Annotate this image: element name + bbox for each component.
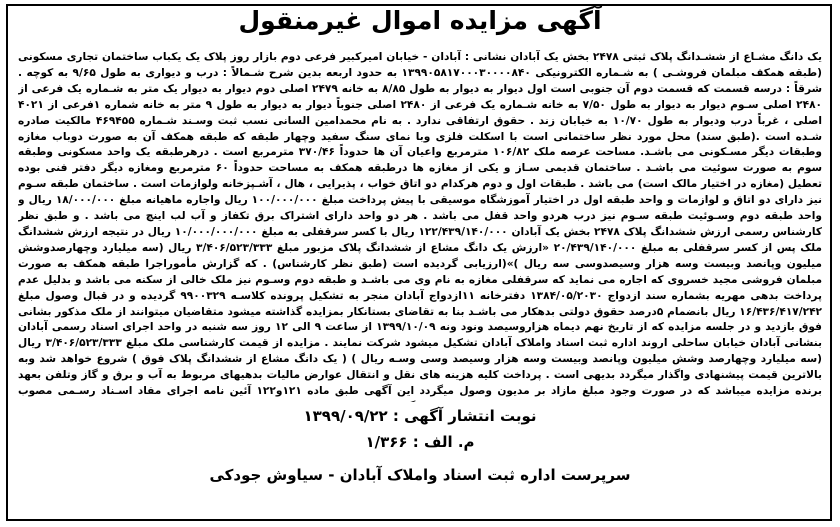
signature: سرپرست اداره ثبت اسناد واملاک آبادان - سیاوش جودکی [209,466,631,484]
notice-footer [0,403,840,489]
notice-title: آگهی مزایده اموال غیرمنقول [238,6,602,35]
publish-date: نوبت انتشار آگهی : ۱۳۹۹/۰۹/۲۲ [303,407,537,425]
notice-code: م. الف : ۱/۳۶۶ [365,433,475,451]
notice-body: یک دانگ مشـاع از ششـدانگ پلاک ثبتی ۲۴۷۸ بخش یک آبادان نشانی : آبادان - خیابان امیرکبیر فرعی دوم بازار روز پلاک یک یکباب ساختمان تجاری مسکونی (طبقه همکف مبلمان فروشـی ) به شـماره الکترونیکی ۱۳۹۹۰۵۸۱۷۰۰۰۳۰۰۰۰۸۴۰ به حدود اربعه بدین شرح شـمالاً : درب و دیواری به طول ۹/۶۵ به کوچه . شرقاً : درسه قسمت که قسمت دوم آن جنوبی است اول دیوار به دیوار به طول ۸/۸۵ به خانه ۲۴۷۹ اصلی دوم دیوار به دیوار یک متر به شـماره یک فرعی از ۲۴۸۰ اصلی سـوم دیوار به دیوار به طول ۷/۵۰ به خانه شـماره یک فرعی از ۲۴۸۰ اصلی جنوباً دیوار به دیوار به طول ۹ متر به خانه شماره ۱فرعی از ۴۰۲۱ اصلی ، غرباً درب ودیوار به طول ۱۰/۷۰ به خیابان زند . حقوق ارتفاقی ندارد . به نام محمدامین السانی نسب ثبت وسـند شـماره ۴۶۹۴۵۵ مالکیت صادره شـده است .(طبق سند) محل مورد نظر ساختمانی است با اسکلت فلزی وبا نمای سنگ سفید وچهار طبقه که طبقه همکف آن به صورت دوباب مغازه وطبقات دیگر مسـکونی می باشـد. مساحت عرصه ملک ۱۰۶/۸۲ مترمربع واعیان آن ها حدوداً ۳۷۰/۴۶ مترمربع است . درهرطبقه یک واحد مسکونی وطبقه سوم به صورت سوئیت می باشـد . ساختمان قدیمی سـاز و یکی از مغازه ها درطبقه همکف به مساحت حدوداً ۶۰ مترمربع ومغازه دیگر دفتر فنی بوده تعطیل (مغازه در اختیار مالک است) می باشد . طبقات اول و دوم هرکدام دو اتاق خواب ، پذیرایی ، هال ، آشـپزخانه ولوازمات است . ساختمان طبقه سـوم نیز دارای دو اتاق و لوازمات و واحد طبقه اول در اختیار آموزشگاه موسیقی با پیش پرداخت مبلغ ۱۰۰/۰۰۰/۰۰۰ ریال واجاره ماهیانه مبلغ ۱۸/۰۰۰/۰۰۰ ریال و واحد طبقه دوم وسـوئیت طبقه سـوم نیز درب هردو واحد قفل می باشد . هر دو واحد دارای اشتراک برق تکفاز و آب لب اینچ می باشد . و طبق نظر کارشناس رسمی ارزش ششدانگ پلاک ۲۴۷۸ بخش یک آبادان ۱۲۲/۴۳۹/۱۴۰/۰۰۰ ریال با کسر سرقفلی به مبلغ ۱۰/۰۰۰/۰۰۰/۰۰۰ ریال در نتیجه ارزش ششدانگ ملک پس از کسر سرقفلی به مبلغ ۲۰/۴۳۹/۱۴۰/۰۰۰ «ارزش یک دانگ مشاع از ششدانگ پلاک مزبور مبلغ ۳/۴۰۶/۵۲۳/۳۳۳ ریال (سه میلیارد وچهارصدوشش میلیون وپانصد وبیست وسه هزار وسیصدوسی سه ریال )»(ارزیابی گردیده است (طبق نظر کارشناس) . که گزارش مأموراجرا طبقه همکف به صورت مبلمان فروشی مجید خسروی که اجاره می نماید که سرقفلی مغازه به نام وی می باشـد و طبقه دوم وسـوم نیز ملک خالی از سکنه می باشد و بدلیل عدم پرداخت بدهی مهریه بشماره سند ازدواج ۱۳۸۴/۰۵/۲۰۳۰ دفترخانه ۱۱ازدواج آبادان منجر به تشکیل پرونده کلاسـه ۹۹۰۰۳۲۹ گردیده و در قبال وصول مبلغ ۱۶/۴۳۶/۴۱۷/۲۴۲ ریال بانضمام ۵درصد حقوق دولتی بدهکار می باشـد بنا به تقاضای بستانکار بمزایده گذاشته میشود متقاضیان میتوانند از ملک مذکور بشانی فوق بازدید و در جلسه مزایده که از تاریخ نهم دیماه هزاروسیصد ونود ونه ۱۳۹۹/۱۰/۰۹ از ساعت ۹ الی ۱۲ روز سه شنبه در واحد اجرای اسناد رسمی آبادان بنشانی آبادان خیابان ساحلی اروند اداره ثبت اسناد واملاک آبادان تشکیل میشود شرکت نمایند . مزایده از قیمت کارشناسی ملک مبلغ ۳/۴۰۶/۵۲۳/۳۳۳ ریال (سه میلیارد وچهارصد وشش میلیون وپانصد وبیست وسه هزار وسیصد وسی وسـه ریال ) ( یک دانگ مشاع از ششدانگ پلاک فوق ) شروع خواهد شد وبه بالاترین قیمت پیشنهادی واگذار میگردد بدیهی است . پرداخت کلیه هزینه های نقل و انتقال عوارض مالیات بدهیهای مربوط به آب و برق و گاز وتلفن بعهد برنده مزایده میباشد که در صورت وجود مبلغ مازاد بر مدیون وصول میگردد این آگهی طبق ماده ۱۲۱و۱۲۲ آئین نامه اجرای مفاد اسـناد رسـمی مصوب [18,51,822,398]
